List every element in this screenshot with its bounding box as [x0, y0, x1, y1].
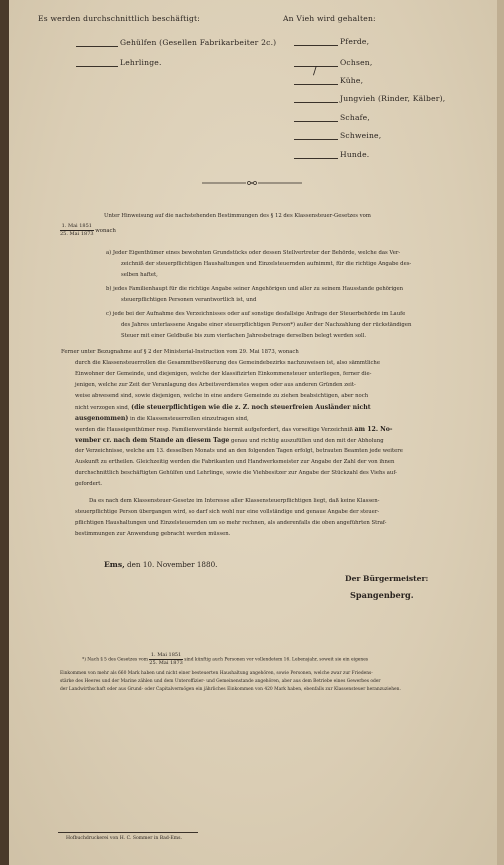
helpers-blank[interactable] — [76, 46, 118, 47]
helpers-label: Gehülfen (Gesellen Fabrikarbeiter 2c.) — [120, 38, 277, 47]
oxen-label: Ochsen, — [340, 58, 373, 67]
para2-line-7: ausgenommen) in die Klassensteuerrollen einzutragen sind, — [75, 415, 249, 422]
young-cattle-label: Jungvieh (Rinder, Kälber), — [340, 94, 446, 103]
para2-line-8: werden die Hauseigenthümer resp. Familienvorstände hiermit aufgefordert, das vorseitige Verzeichniß am 12. No- — [75, 426, 393, 433]
printer-imprint: Hofbuchdruckerei von H. C. Sommer in Bad-Ems. — [66, 836, 182, 841]
page-edge — [497, 0, 504, 865]
pigs-blank[interactable] — [294, 139, 338, 140]
dogs-label: Hunde. — [340, 150, 370, 159]
footnote-line-2: Einkommen von mehr als 660 Mark haben und nicht einer besteuerten Haushaltung angehören, sowie Personen, welche zwar zur Friedens- — [60, 671, 373, 676]
para3-line-3: pflichtigen Haushaltungen und Einzelsteuernden um so mehr rechnen, als anderenfalls die oben angeführten Straf- — [75, 520, 387, 526]
item-b-line-2: steuerpflichtigen Personen verantwortlich ist, und — [121, 297, 257, 303]
place-date: Ems, den 10. November 1880. — [104, 560, 218, 569]
para3-line-2: steuerpflichtige Person übergangen wird, so darf sich wohl nur eine vollständige und genaue Angabe der steuer- — [75, 509, 380, 515]
para2-line-11: Auskunft zu ertheilen. Gleichzeitig werden die Fabrikanten und Handwerksmeister zur Angabe der Zahl der von ihnen — [75, 459, 395, 465]
cows-check-mark: / — [313, 64, 317, 77]
para2-line-3: Einwohner der Gemeinde, und diejenigen, welche der klassifizirten Einkommensteuer unterliegen, ferner die- — [75, 371, 372, 377]
horses-label: Pferde, — [340, 37, 370, 46]
imprint-rule — [58, 832, 198, 833]
law-date-reference: $\frac{\text{1. Mai 1851}}{\text{25. Mai 1873}}$ wonach — [60, 223, 116, 237]
binding-edge — [0, 0, 9, 865]
apprentices-blank[interactable] — [76, 66, 118, 67]
para2-line-13: gefordert. — [75, 481, 103, 487]
para2-line-4: jenigen, welche zur Zeit der Veranlagung des Arbeitsverdienstes wegen oder aus anderen Gründen zeit- — [75, 382, 356, 388]
item-a-line-2: zeichniß der steuerpflichtigen Haushaltungen und Einzelsteuernden aufnimmt, für die richtige Angabe des- — [121, 261, 412, 267]
para2-line-6: nicht verzogen sind, (die steuerpflichtigen wie die z. Z. noch steuerfreien Ausländer nicht — [75, 404, 371, 411]
horses-blank[interactable] — [294, 45, 338, 46]
apprentices-label: Lehrlinge. — [120, 58, 162, 67]
para2-line-9: vember cr. nach dem Stande an diesem Tage genau und richtig auszufüllen und den mit der Abholung — [75, 437, 384, 444]
intro-line: Unter Hinweisung auf die nachstehenden Bestimmungen des § 12 des Klassensteuer-Gesetzes vom — [104, 213, 371, 219]
footnote-date-fraction: $\frac{\text{1. Mai 1851}}{\text{25. Mai 1873}}$ — [149, 652, 183, 666]
pigs-label: Schweine, — [340, 131, 382, 140]
para3-line-1: Da es nach dem Klassensteuer-Gesetze im Interesse aller Klassensteuerpflichtigen liegt, daß keine Klassen- — [89, 498, 380, 504]
para2-line-5: weise abwesend sind, sowie diejenigen, welche in eine andere Gemeinde zu ziehen beabsichtigen, aber noch — [75, 393, 369, 399]
item-a-line-1: a) Jeder Eigenthümer eines bewohnten Grundstücks oder dessen Stellvertreter der Behörde, welche das Ver- — [106, 250, 401, 256]
employees-heading: Es werden durchschnittlich beschäftigt: — [38, 14, 201, 23]
footnote-line-1: *) Nach § 5 des Gesetzes vom $\frac{\text{1. Mai 1851}}{\text{25. Mai 1873}}$ sind künftig auch Personen vor vollendetem 16. Lebensjahr, soweit sie ein eigenes — [82, 652, 369, 666]
item-b-line-1: b) jedes Familienhaupt für die richtige Angabe seiner Angehörigen und aller zu seinem Hausstande gehörigen — [106, 286, 404, 292]
cows-label: Kühe, — [340, 76, 364, 85]
sheep-blank[interactable] — [294, 121, 338, 122]
cows-blank[interactable] — [294, 84, 338, 85]
young-cattle-blank[interactable] — [294, 102, 338, 103]
item-c-line-2: des Jahres unterlassene Angabe einer steuerpflichtigen Person*) außer der Nachzahlung der rückständigen — [121, 322, 412, 328]
item-c-line-1: c) jede bei der Aufnahme des Verzeichnisses oder auf sonstige desfallsige Anfrage der Steuerbehörde im Laufe — [106, 311, 406, 317]
livestock-heading: An Vieh wird gehalten: — [283, 14, 376, 23]
para3-line-4: bestimmungen zur Anwendung gebracht werden müssen. — [75, 531, 231, 537]
ornament-divider — [202, 180, 302, 186]
para2-line-12: durchschnittlich beschäftigten Gehülfen und Lehrlinge, sowie die Viehbesitzer zur Angabe der Stückzahl des Viehs auf- — [75, 470, 397, 476]
footnote-line-3: stärke des Heeres und der Marine zählen und dem Unteroffizier- und Gemeinenstande angehören, aber aus dem Betriebe eines Gewerbes oder — [60, 679, 381, 684]
para2-line-2: durch die Klassensteuerrollen die Gesammtbevölkerung des Gemeindebezirks nachzuweisen ist, also sämmtliche — [75, 360, 380, 366]
law-date-fraction: $\frac{\text{1. Mai 1851}}{\text{25. Mai 1873}}$ — [60, 223, 94, 237]
item-a-line-3: selben haftet, — [121, 272, 158, 278]
item-c-line-3: Steuer mit einer Geldbuße bis zum vierfachen Jahresbetrage derselben belegt werden soll. — [121, 333, 367, 339]
dogs-blank[interactable] — [294, 158, 338, 159]
sheep-label: Schafe, — [340, 113, 370, 122]
para2-line-10: der Verzeichnisse, welche am 13. desselben Monats und an den folgenden Tagen erfolgt, betrauten Beamten jede weitere — [75, 448, 403, 454]
mayor-signature: Spangenberg. — [350, 590, 414, 600]
mayor-title: Der Bürgermeister: — [345, 574, 429, 583]
footnote-line-4: der Landwirthschaft oder aus Grund- oder Capitalvermögen ein jährliches Einkommen von 420 Mark haben, ebenfalls zur Klassensteuer heranzuziehen. — [60, 687, 401, 692]
para2-line-1: Ferner unter Bezugnahme auf § 2 der Ministerial-Instruction vom 29. Mai 1873, wonach — [61, 349, 299, 355]
